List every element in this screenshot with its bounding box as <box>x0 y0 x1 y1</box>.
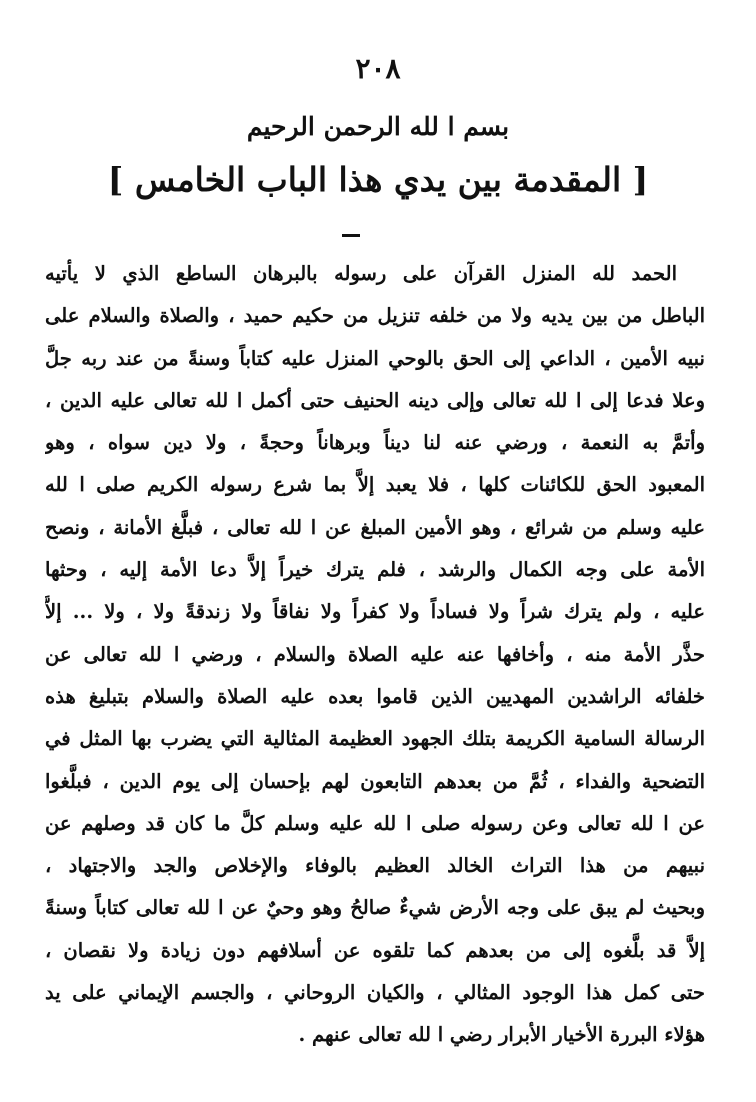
paragraph-line: الباطل من بين يديه ولا من خلفه تنزيل من حكيم حميد ، والصلاة والسلام على <box>45 304 705 328</box>
paragraph-line: نبيهم من هذا التراث الخالد العظيم بالوفاء والإخلاص والجد والاجتهاد ، <box>45 854 705 878</box>
paragraph-line: الحمد لله المنزل القرآن على رسوله بالبرهان الساطع الذي لا يأتيه <box>45 262 677 285</box>
paragraph-line: وعلا فدعا إلى ا لله تعالى وإلى دينه الحنيف حتى أكمل ا لله تعالى عليه الدين ، <box>45 388 705 412</box>
paragraph-line: عليه وسلم من شرائع ، وهو الأمين المبلغ عن ا لله تعالى ، فبلَّغ الأمانة ، ونصح <box>45 515 705 539</box>
paragraph-line: عليه ، ولم يترك شراً ولا فساداً ولا كفراً ولا نفاقاً ولا زندقةً ولا ، ولا ... إلاَّ <box>45 600 705 624</box>
paragraph-line: هؤلاء البررة الأخيار الأبرار رضي ا لله تعالى عنهم . <box>298 1023 705 1047</box>
paragraph-line: المعبود الحق للكائنات كلها ، فلا يعبد إلاَّ بما شرع رسوله الكريم صلى ا لله <box>45 473 705 497</box>
paragraph-line: الأمة على وجه الكمال والرشد ، فلم يترك خيراً إلاَّ دعا الأمة إليه ، وحثها <box>45 558 705 582</box>
paragraph-line: الرسالة السامية الكريمة بتلك الجهود العظيمة المثالية التي يضرب بها المثل في <box>45 727 705 751</box>
paragraph-line: عن ا لله تعالى وعن رسوله صلى ا لله عليه وسلم كلَّ ما كان قد وصلهم عن <box>45 811 705 835</box>
paragraph-line: وبحيث لم يبق على وجه الأرض شيءٌ صالحُ وهو وحيٌ عن ا لله تعالى كتاباً وسنةً <box>45 896 705 920</box>
paragraph-line: حتى كمل هذا الوجود المثالي ، والكيان الروحاني ، والجسم الإيماني على يد <box>45 981 705 1005</box>
paragraph-line: حذَّر الأمة منه ، وأخافها عنه عليه الصلاة والسلام ، ورضي ا لله تعالى عن <box>45 642 705 666</box>
paragraph-line: وأتمَّ به النعمة ، ورضي عنه لنا ديناً وبرهاناً وحجةً ، ولا دين سواه ، وهو <box>45 431 705 455</box>
paragraph-line: نبيه الأمين ، الداعي إلى الحق بالوحي المنزل عليه كتاباً وسنةً من عند ربه جلَّ <box>45 346 705 370</box>
body-paragraph <box>45 253 705 1057</box>
page-number: ٢٠٨ <box>355 52 401 85</box>
paragraph-line: خلفائه الراشدين المهديين الذين قاموا بعده عليه الصلاة والسلام بتبليغ هذه <box>45 684 705 708</box>
basmala-heading: بسم ا لله الرحمن الرحيم <box>246 112 510 141</box>
paragraph-line: التضحية والفداء ، ثُمَّ من بعدهم التابعون لهم بإحسان إلى يوم الدين ، فبلَّغوا <box>45 769 705 793</box>
chapter-title: [ المقدمة بين يدي هذا الباب الخامس ] <box>107 160 649 199</box>
paragraph-line: إلاَّ قد بلَّغوه إلى من بعدهم كما تلقوه عن أسلافهم دون زيادة ولا نقصان ، <box>45 938 705 962</box>
title-divider <box>342 234 360 237</box>
